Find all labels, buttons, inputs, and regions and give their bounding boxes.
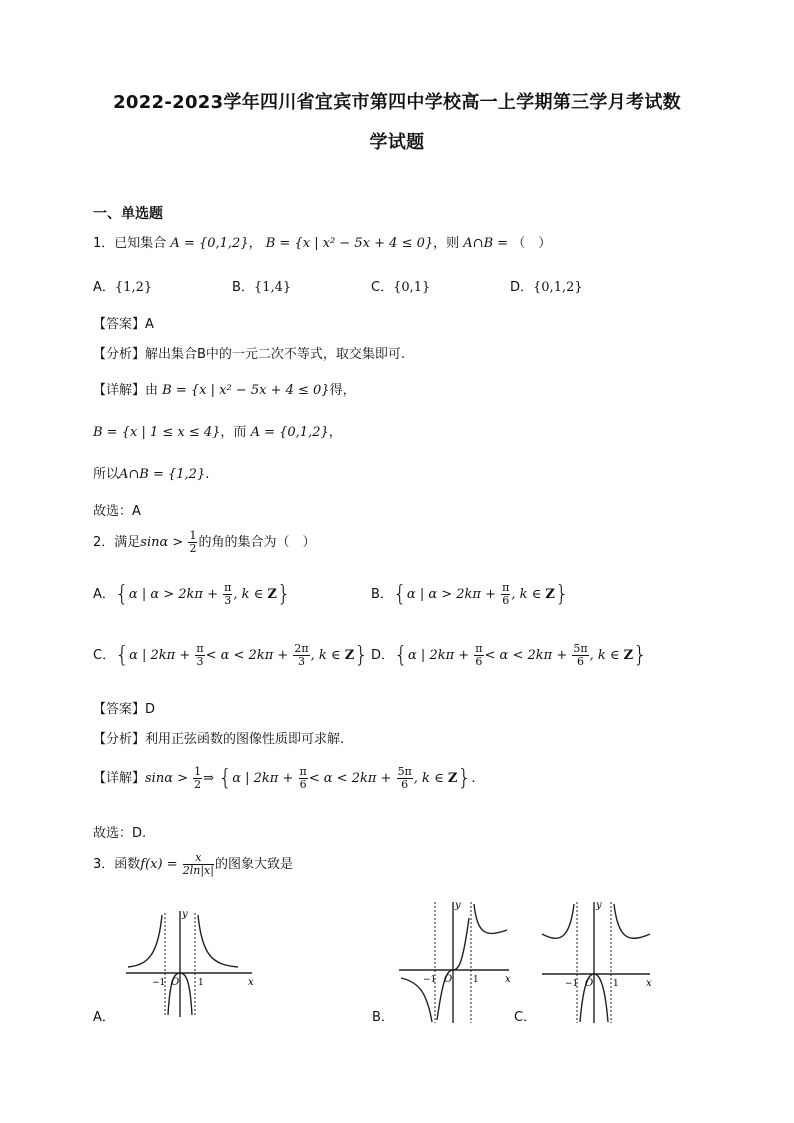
q2-option-d[interactable]: D．{α | 2kπ + $\frac{\pi}{6}$ < α < 2kπ + $\frac{5\pi}{6}$ , k ∈ Z}: [371, 642, 648, 668]
q3-stem: 3．函数f(x) = $\frac{x}{2\ln|x|}$ 的图象大致是: [93, 851, 293, 877]
q2-stem: 2．满足sinα > $\frac{1}{2}$ 的角的集合为（ ）: [93, 529, 316, 555]
curve-right: [614, 904, 650, 938]
q2-detail: 【详解】sinα > $\frac{1}{2}$ ⇒ {α | 2kπ + $\frac{\pi}{6}$ < α < 2kπ + $\frac{5\pi}{6}$ , k ∈ Z}.: [93, 765, 476, 791]
doc-title-line2: 学试题: [369, 132, 425, 153]
doc-title-line1: 2022-2023学年四川省宜宾市第四中学校高一上学期第三学月考试数: [113, 92, 681, 113]
curve-right: [198, 915, 238, 967]
svg-text:x: x: [646, 978, 652, 989]
q3-graph-b-label: B．: [372, 1010, 394, 1025]
svg-text:−1: −1: [565, 979, 579, 989]
svg-text:y: y: [596, 900, 602, 911]
q3-graph-a[interactable]: [120, 905, 260, 1020]
origin-label: O: [171, 977, 180, 988]
q1-option-c[interactable]: C．{0,1}: [371, 280, 431, 295]
q3-graph-c[interactable]: [538, 898, 656, 1026]
section-heading: 一、单选题: [93, 206, 163, 222]
svg-text:1: 1: [613, 979, 619, 989]
q3-graph-b[interactable]: [395, 898, 515, 1026]
svg-text:O: O: [444, 974, 453, 985]
svg-text:1: 1: [473, 975, 479, 985]
q1-choose: 故选：A: [93, 504, 141, 519]
q1-answer: 【答案】A: [93, 317, 154, 332]
curve-left: [128, 915, 162, 967]
q3-graph-a-label: A．: [93, 1010, 115, 1025]
one-label: 1: [198, 978, 204, 988]
svg-text:O: O: [585, 978, 594, 989]
curve-left: [542, 904, 574, 938]
q2-answer: 【答案】D: [93, 702, 156, 717]
curve-right: [474, 904, 507, 933]
q1-option-a[interactable]: A．{1,2}: [93, 280, 153, 295]
svg-text:x: x: [505, 974, 511, 985]
x-label: x: [248, 977, 254, 988]
q1-analysis: 【分析】解出集合B中的一元二次不等式，取交集即可.: [93, 347, 406, 362]
q2-analysis: 【分析】利用正弦函数的图像性质即可求解.: [93, 732, 345, 747]
q2-choose: 故选：D.: [93, 826, 147, 841]
svg-text:y: y: [455, 900, 461, 911]
q1-stem: 1．已知集合 A = {0,1,2}， B = {x | x² − 5x + 4 ≤ 0}，则 A∩B = （ ）: [93, 236, 552, 251]
q2-option-b[interactable]: B．{α | α > 2kπ + $\frac{\pi}{6}$ , k ∈ Z}: [371, 581, 569, 607]
q1-set-a: A = {0,1,2}: [170, 236, 249, 251]
q2-option-c[interactable]: C．{α | 2kπ + $\frac{\pi}{3}$ < α < 2kπ + $\frac{2\pi}{3}$ , k ∈ Z}: [93, 642, 369, 668]
q1-set-b: B = {x | x² − 5x + 4 ≤ 0}: [265, 236, 434, 251]
q3-graph-c-label: C．: [514, 1010, 537, 1025]
q1-detail-3: 所以A∩B = {1,2}.: [93, 467, 210, 482]
q1-detail-1: 【详解】由 B = {x | x² − 5x + 4 ≤ 0}得，: [93, 383, 356, 398]
svg-text:−1: −1: [423, 975, 437, 985]
neg-one-label: −1: [152, 978, 166, 988]
q1-option-b[interactable]: B．{1,4}: [232, 280, 292, 295]
q2-option-a[interactable]: A．{α | α > 2kπ + $\frac{\pi}{3}$ , k ∈ Z}: [93, 581, 291, 607]
q1-detail-2: B = {x | 1 ≤ x ≤ 4}，而 A = {0,1,2}，: [93, 425, 342, 440]
y-label: y: [182, 909, 188, 920]
q1-option-d[interactable]: D．{0,1,2}: [510, 280, 583, 295]
